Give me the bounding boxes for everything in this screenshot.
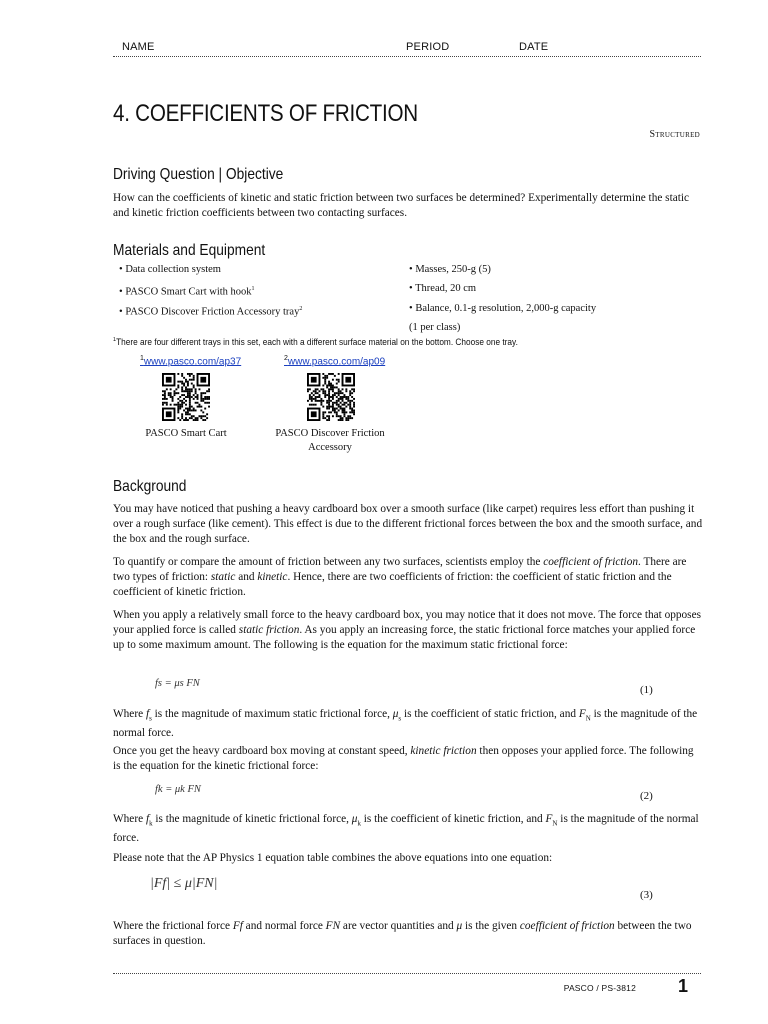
equation-2-number: (2)	[640, 790, 653, 802]
equation-3-number: (3)	[640, 889, 653, 901]
footer-product-code: PASCO / PS-3812	[563, 983, 636, 993]
name-label: NAME	[122, 41, 155, 53]
materials-item-note: (1 per class)	[409, 322, 461, 333]
equation-3: |Ff| ≤ μ|FN|	[150, 876, 218, 891]
period-label: PERIOD	[406, 41, 450, 53]
materials-item: • Data collection system	[119, 264, 221, 275]
background-heading: Background	[113, 478, 187, 495]
equation-2: fk = μk FN	[155, 784, 201, 795]
background-paragraph: You may have noticed that pushing a heavy cardboard box over a smooth surface (like carpet) requires less effort than pushing it over a rough surface (like cement). This effect is due to the different frictional forces between the box and the smooth surface, and the box and the rough surface.	[113, 503, 703, 545]
materials-heading: Materials and Equipment	[113, 242, 266, 259]
friction-accessory-link[interactable]: $^2$www.pasco.com/ap09	[284, 355, 386, 368]
page-title: 4. COEFFICIENTS OF FRICTION	[113, 100, 418, 127]
materials-item: • Thread, 20 cm	[409, 283, 477, 294]
qr-caption-smart-cart: PASCO Smart Cart	[145, 428, 227, 439]
background-paragraph: Where $f_k$ is the magnitude of kinetic frictional force, $\mu_k$ is the coefficient of kinetic friction, and $F_N$ is the magnitude of the normal force.	[113, 813, 699, 845]
objective-heading: Driving Question | Objective	[113, 166, 284, 183]
background-paragraph: Please note that the AP Physics 1 equation table combines the above equations into one equation:	[113, 852, 553, 864]
qr-code-icon	[307, 373, 355, 421]
materials-item: • PASCO Smart Cart with hook$^1$	[119, 286, 255, 298]
materials-item: • Balance, 0.1-g resolution, 2,000-g capacity	[409, 303, 597, 314]
materials-item: • Masses, 250-g (5)	[409, 264, 491, 275]
background-paragraph: Once you get the heavy cardboard box moving at constant speed, kinetic friction then opposes your applied force. The following is the equation for the kinetic frictional force:	[113, 745, 694, 772]
activity-type-label: Structured	[649, 129, 700, 140]
equation-1-number: (1)	[640, 684, 653, 696]
materials-item: • PASCO Discover Friction Accessory tray$^2$	[119, 306, 303, 318]
background-paragraph: Where $f_s$ is the magnitude of maximum static frictional force, $\mu_s$ is the coefficient of static friction, and $F_N$ is the magnitude of the normal force.	[113, 708, 698, 740]
footer-rule	[113, 973, 701, 974]
qr-code-icon	[162, 373, 210, 421]
background-paragraph: When you apply a relatively small force to the heavy cardboard box, you may notice that it does not move. The force that opposes your applied force is called static friction. As you apply an increasing force, the static frictional force matches your applied force up to some maximum amount. The following is the equation for the maximum static frictional force:	[113, 609, 701, 651]
background-paragraph: To quantify or compare the amount of friction between any two surfaces, scientists employ the coefficient of friction. There are two types of friction: static and kinetic. Hence, there are two coefficients of friction: the coefficient of static friction and the coefficient of kinetic friction.	[113, 556, 687, 598]
background-paragraph: Where the frictional force Ff and normal force FN are vector quantities and μ is the given coefficient of friction between the two surfaces in question.	[113, 920, 692, 947]
qr-caption-friction-accessory: PASCO Discover Friction Accessory	[275, 428, 385, 453]
page-number: 1	[677, 976, 688, 996]
header-rule	[113, 56, 701, 57]
equation-1: fs = μs FN	[155, 678, 200, 689]
smart-cart-link[interactable]: $^1$www.pasco.com/ap37	[140, 355, 242, 368]
objective-text: How can the coefficients of kinetic and static friction between two surfaces be determined? Experimentally determine the static and kinetic friction coefficients between two contacting surfaces.	[113, 192, 690, 219]
date-label: DATE	[519, 41, 549, 53]
materials-footnote: $^1$There are four different trays in this set, each with a different surface material on the bottom. Choose one tray.	[113, 337, 518, 347]
